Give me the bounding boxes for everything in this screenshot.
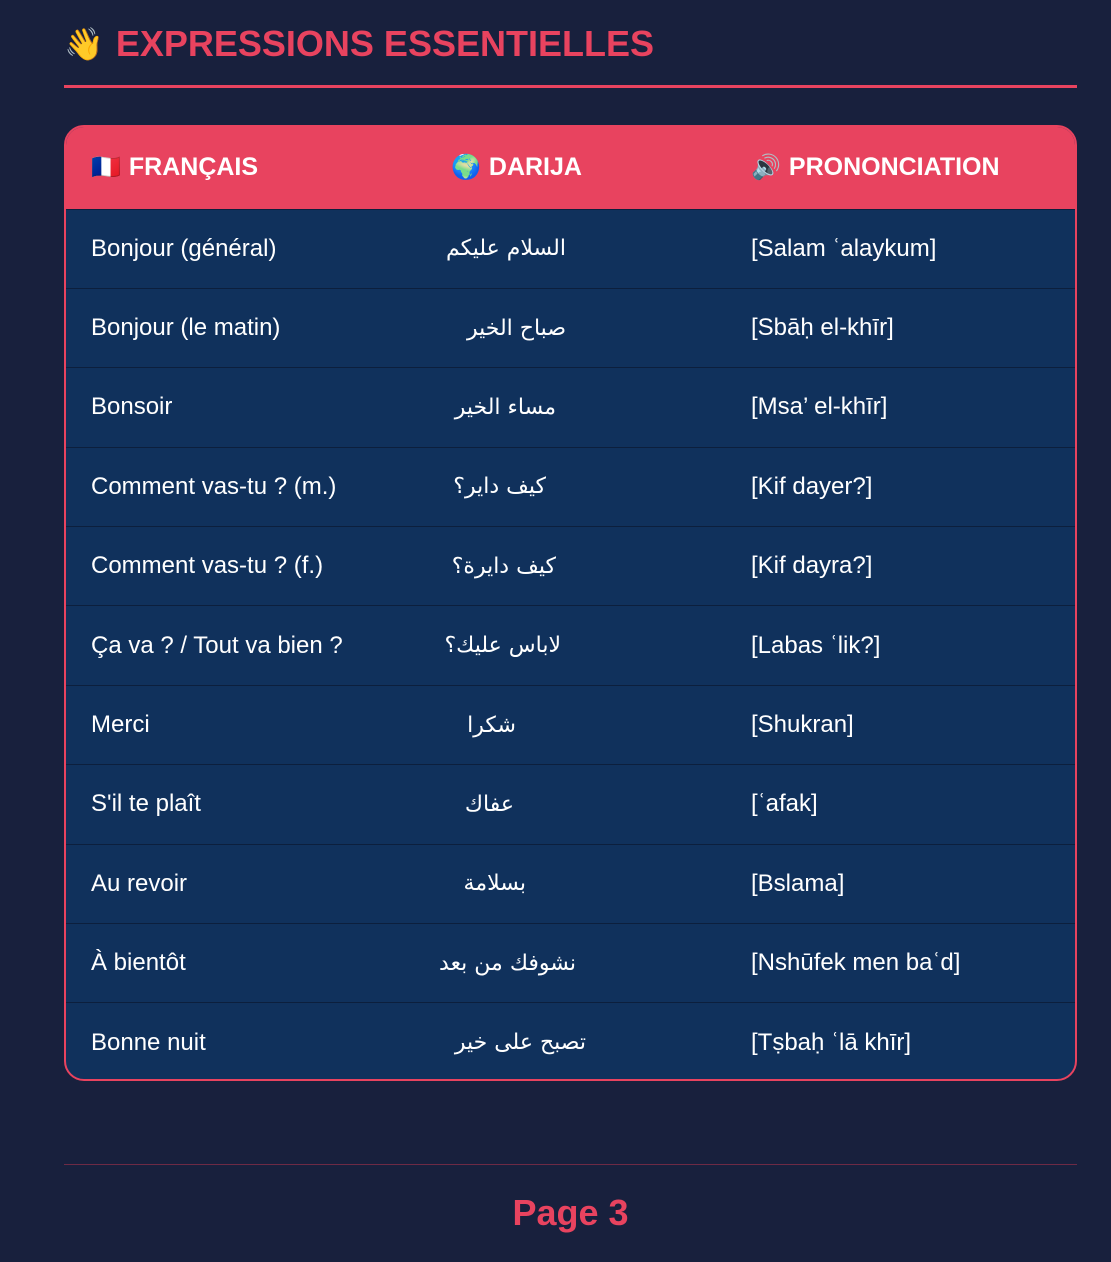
table-row (66, 527, 1075, 606)
page-number: Page 3 (512, 1192, 629, 1233)
cell-prononciation: [Nshūfek men baʿd] (751, 949, 961, 977)
france-flag-icon: 🇫🇷 (91, 153, 121, 182)
footer-divider (64, 1164, 1077, 1165)
cell-darija: السلام عليكم (445, 236, 566, 262)
column-header-francais (66, 127, 426, 209)
cell-francais: Comment vas-tu ? (f.) (91, 552, 324, 580)
table-row (66, 606, 1075, 685)
table-row (66, 924, 1075, 1003)
cell-francais: Bonne nuit (91, 1028, 206, 1056)
expressions-table (64, 125, 1077, 1081)
cell-darija: تصبح على خير (454, 1030, 586, 1056)
waving-hand-icon: 👋 (64, 25, 104, 63)
cell-prononciation: [Sbāḥ el-khīr] (751, 314, 894, 342)
globe-icon: 🌍 (451, 153, 481, 182)
cell-prononciation: [Kif dayer?] (751, 472, 873, 500)
cell-darija: شكرا (467, 712, 516, 738)
column-header-label: DARIJA (488, 153, 582, 182)
cell-darija: بسلامة (463, 871, 526, 897)
cell-francais: Bonsoir (91, 393, 173, 421)
cell-darija: لاباس عليك؟ (444, 633, 561, 659)
speaker-icon: 🔊 (751, 153, 781, 182)
cell-francais: Bonjour (général) (91, 234, 277, 262)
cell-francais: Au revoir (91, 869, 188, 897)
cell-prononciation: [Salam ʿalaykum] (751, 234, 937, 262)
cell-darija: عفاك (464, 791, 514, 817)
column-header-darija (426, 127, 726, 209)
cell-prononciation: [Kif dayra?] (751, 552, 873, 580)
table-row (66, 368, 1075, 447)
cell-francais: Bonjour (le matin) (91, 314, 281, 342)
cell-francais: Merci (91, 711, 150, 739)
table-header-row (66, 127, 1075, 209)
table-row (66, 765, 1075, 844)
cell-darija: نشوفك من بعد (439, 950, 576, 976)
column-header-label: FRANÇAIS (128, 153, 259, 182)
cell-darija: صباح الخير (466, 315, 566, 341)
cell-prononciation: [Labas ʿlik?] (751, 631, 881, 659)
cell-francais: Comment vas-tu ? (m.) (91, 472, 337, 500)
table-row (66, 288, 1075, 367)
column-header-label: PRONONCIATION (788, 153, 1000, 182)
page-title-text: EXPRESSIONS ESSENTIELLES (115, 23, 654, 64)
page-title (64, 18, 1077, 70)
table-row (66, 1003, 1075, 1081)
cell-darija: مساء الخير (454, 394, 556, 420)
cell-darija: كيف داير؟ (453, 474, 546, 500)
cell-darija: كيف دايرة؟ (451, 553, 556, 579)
cell-prononciation: [Tṣbaḥ ʿlā khīr] (751, 1028, 912, 1056)
cell-prononciation: [Shukran] (751, 711, 854, 739)
column-header-prononciation (726, 127, 1075, 209)
cell-prononciation: [ʿafak] (751, 790, 818, 818)
cell-prononciation: [Bslama] (751, 869, 845, 897)
table-row (66, 844, 1075, 923)
table-row (66, 447, 1075, 526)
cell-francais: À bientôt (91, 949, 186, 977)
table-row (66, 685, 1075, 764)
cell-prononciation: [Msa’ el-khīr] (751, 393, 888, 421)
cell-francais: Ça va ? / Tout va bien ? (91, 631, 343, 659)
table-row (66, 209, 1075, 288)
cell-francais: S'il te plaît (91, 790, 201, 818)
page-header (64, 18, 1077, 88)
